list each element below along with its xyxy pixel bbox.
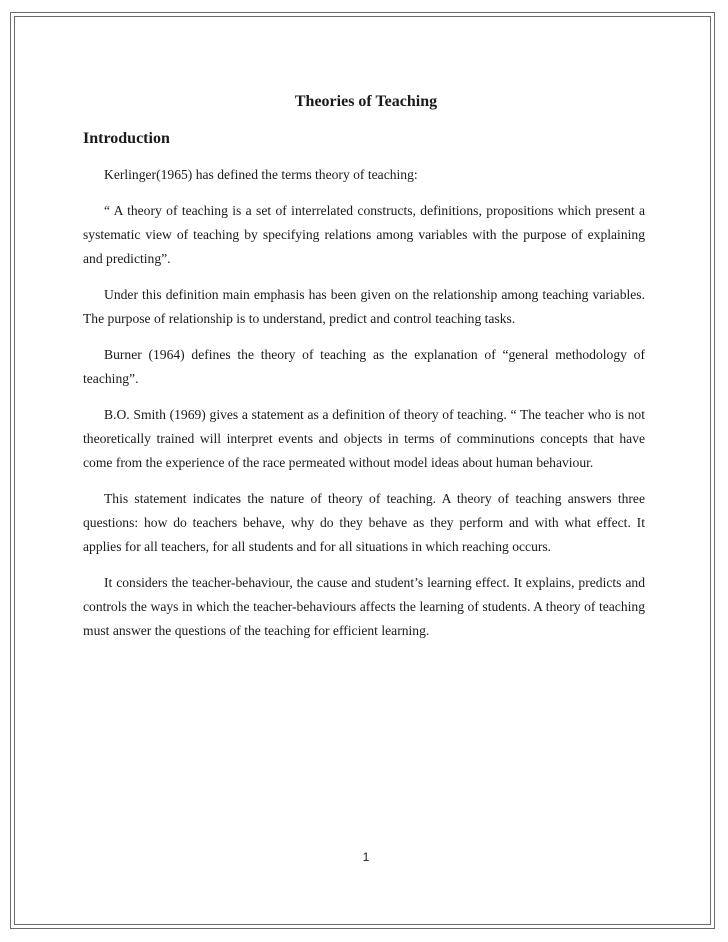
paragraph: It considers the teacher-behaviour, the cause and student’s learning effect. It explains, predicts and controls the ways in which the teacher-behaviours affects the learning of students. A theory of teaching must answer the questions of the teaching for efficient learning. [83, 575, 645, 638]
paragraph: This statement indicates the nature of theory of teaching. A theory of teaching answers three questions: how do teachers behave, why do they behave as they perform and with what effect. It applies for all teachers, for all students and for all situations in which reaching occurs. [83, 491, 645, 554]
paragraph: Under this definition main emphasis has been given on the relationship among teaching variables. The purpose of relationship is to understand, predict and control teaching tasks. [83, 287, 645, 326]
document-body [83, 92, 645, 655]
paragraph: Kerlinger(1965) has defined the terms theory of teaching: [104, 167, 418, 182]
document-title: Theories of Teaching [294, 93, 438, 110]
paragraph: B.O. Smith (1969) gives a statement as a definition of theory of teaching. “ The teacher who is not theoretically trained will interpret events and objects in terms of comminutions concepts that have come from the experience of the race permeated without model ideas about human behaviour. [83, 407, 645, 470]
section-heading: Introduction [83, 130, 170, 147]
page-number: 1 [362, 850, 370, 864]
paragraph: Burner (1964) defines the theory of teaching as the explanation of “general methodology of teaching”. [83, 347, 645, 386]
paragraph: “ A theory of teaching is a set of interrelated constructs, definitions, propositions which present a systematic view of teaching by specifying relations among variables with the purpose of explaining and predicting”. [83, 203, 645, 266]
